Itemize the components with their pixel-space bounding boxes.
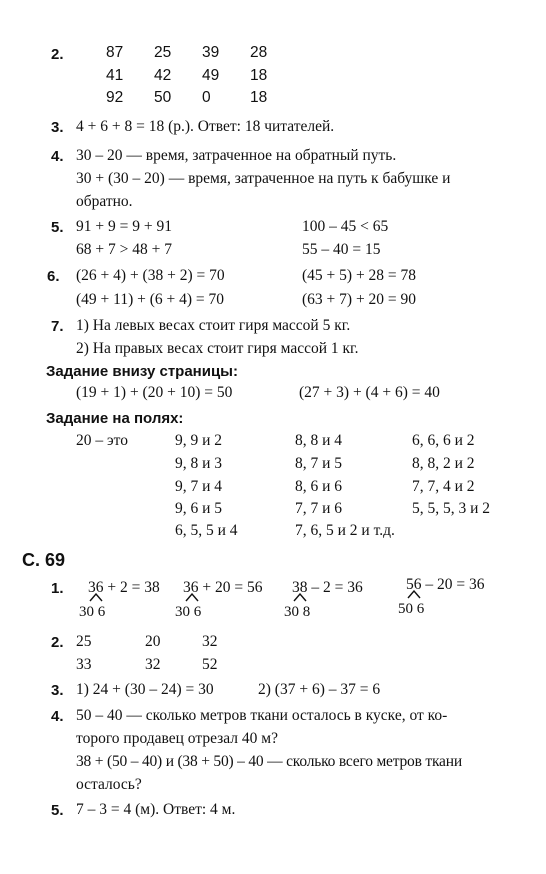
s2-cell: 52 — [202, 656, 218, 673]
split-caret-icon — [185, 593, 197, 601]
s1-split: 30 6 — [175, 604, 202, 620]
margin-col1-item: 9, 9 и 2 — [175, 432, 223, 449]
s4-line2: торого продавец отрезал 40 м? — [76, 730, 278, 747]
problem-4-line3: обратно. — [76, 193, 133, 210]
bottom-task-expr-a: (19 + 1) + (20 + 10) = 50 — [76, 384, 233, 401]
margin-col2-item: 8, 8 и 4 — [295, 432, 343, 449]
margin-col3-item: 5, 5, 5, 3 и 2 — [412, 500, 491, 517]
grid-cell: 18 — [250, 66, 268, 84]
problem-6-expr-b2: (63 + 7) + 20 = 90 — [302, 291, 417, 308]
s2-cell: 32 — [202, 633, 218, 650]
grid-cell: 92 — [106, 89, 124, 106]
problem-6-expr-b1: (45 + 5) + 28 = 78 — [302, 267, 417, 284]
problem-2-grid — [106, 42, 298, 110]
s3-number: 3. — [51, 682, 64, 699]
grid-cell: 49 — [202, 66, 220, 84]
problem-6-expr-a1: (26 + 4) + (38 + 2) = 70 — [76, 267, 225, 284]
s4-number: 4. — [51, 708, 64, 725]
s1-equation: 36 + 2 = 38 — [88, 579, 160, 596]
s1-equation: 38 – 2 = 36 — [292, 579, 363, 596]
problem-4-number: 4. — [51, 148, 64, 165]
s1-number: 1. — [51, 580, 64, 597]
s5-text: 7 – 3 = 4 (м). Ответ: 4 м. — [76, 801, 236, 818]
margin-task-title: Задание на полях: — [46, 410, 184, 427]
margin-col3-item: 6, 6, 6 и 2 — [412, 432, 475, 449]
problem-5-expr-b2: 55 – 40 = 15 — [302, 241, 381, 258]
problem-3-number: 3. — [51, 119, 64, 136]
s4-line3: 38 + (50 – 40) и (38 + 50) – 40 — сколько всего метров ткани — [76, 753, 462, 770]
s2-cell: 25 — [76, 633, 92, 650]
split-caret-icon — [407, 590, 419, 598]
s1-split: 30 6 — [79, 604, 106, 620]
problem-5-expr-a2: 68 + 7 > 48 + 7 — [76, 241, 172, 258]
problem-4-line2: 30 + (30 – 20) — время, затраченное на путь к бабушке и — [76, 170, 451, 187]
problem-5-expr-a1: 91 + 9 = 9 + 91 — [76, 218, 172, 235]
grid-cell: 41 — [106, 66, 124, 84]
margin-col1-item: 9, 7 и 4 — [175, 478, 223, 495]
grid-cell: 42 — [154, 66, 172, 84]
margin-col1-item: 6, 5, 5 и 4 — [175, 522, 238, 539]
margin-col1-item: 9, 6 и 5 — [175, 500, 223, 517]
problem-2-number: 2. — [51, 46, 64, 63]
margin-col1-item: 9, 8 и 3 — [175, 455, 223, 472]
problem-5-expr-b1: 100 – 45 < 65 — [302, 218, 389, 235]
margin-col3-item: 7, 7, 4 и 2 — [412, 478, 475, 495]
s1-equation: 56 – 20 = 36 — [406, 576, 485, 593]
problem-6-number: 6. — [47, 268, 60, 285]
grid-cell: 28 — [250, 44, 268, 61]
margin-col2-item: 8, 6 и 6 — [295, 478, 343, 495]
s2-number: 2. — [51, 634, 64, 651]
split-caret-icon — [89, 593, 101, 601]
grid-cell: 0 — [202, 89, 211, 106]
margin-col3-item: 8, 8, 2 и 2 — [412, 455, 475, 472]
problem-4-line1: 30 – 20 — время, затраченное на обратный путь. — [76, 147, 397, 164]
grid-cell: 39 — [202, 44, 220, 61]
bottom-task-title: Задание внизу страницы: — [46, 363, 238, 380]
problem-6-expr-a2: (49 + 11) + (6 + 4) = 70 — [76, 291, 225, 308]
split-caret-icon — [293, 593, 305, 601]
s1-split: 50 6 — [398, 601, 425, 617]
grid-cell: 87 — [106, 44, 124, 61]
margin-task-label: 20 – это — [76, 432, 128, 449]
grid-cell: 25 — [154, 44, 172, 61]
section-title: С. 69 — [22, 550, 66, 570]
s3-expr-b: 2) (37 + 6) – 37 = 6 — [258, 681, 381, 698]
grid-row — [106, 87, 298, 110]
bottom-task-expr-b: (27 + 3) + (4 + 6) = 40 — [299, 384, 440, 401]
grid-cell: 50 — [154, 89, 172, 106]
problem-5-number: 5. — [51, 219, 64, 236]
s3-expr-a: 1) 24 + (30 – 24) = 30 — [76, 681, 214, 698]
margin-col2-item: 7, 6, 5 и 2 и т.д. — [295, 522, 395, 539]
problem-7-line1: 1) На левых весах стоит гиря массой 5 кг. — [76, 317, 351, 334]
margin-col2-item: 7, 7 и 6 — [295, 500, 343, 517]
s2-cell: 33 — [76, 656, 92, 673]
s4-line4: осталось? — [76, 776, 142, 793]
s4-line1: 50 – 40 — сколько метров ткани осталось в куске, от ко- — [76, 707, 448, 724]
s5-number: 5. — [51, 802, 64, 819]
grid-row — [106, 65, 298, 88]
problem-7-line2: 2) На правых весах стоит гиря массой 1 кг. — [76, 340, 359, 357]
grid-row — [106, 42, 298, 65]
grid-cell: 18 — [250, 89, 268, 106]
s2-cell: 20 — [145, 633, 161, 650]
s1-equation: 36 + 20 = 56 — [183, 579, 263, 596]
problem-7-number: 7. — [51, 318, 64, 335]
problem-3-text: 4 + 6 + 8 = 18 (р.). Ответ: 18 читателей. — [76, 118, 335, 135]
s1-split: 30 8 — [284, 604, 311, 620]
s2-cell: 32 — [145, 656, 161, 673]
margin-col2-item: 8, 7 и 5 — [295, 455, 343, 472]
